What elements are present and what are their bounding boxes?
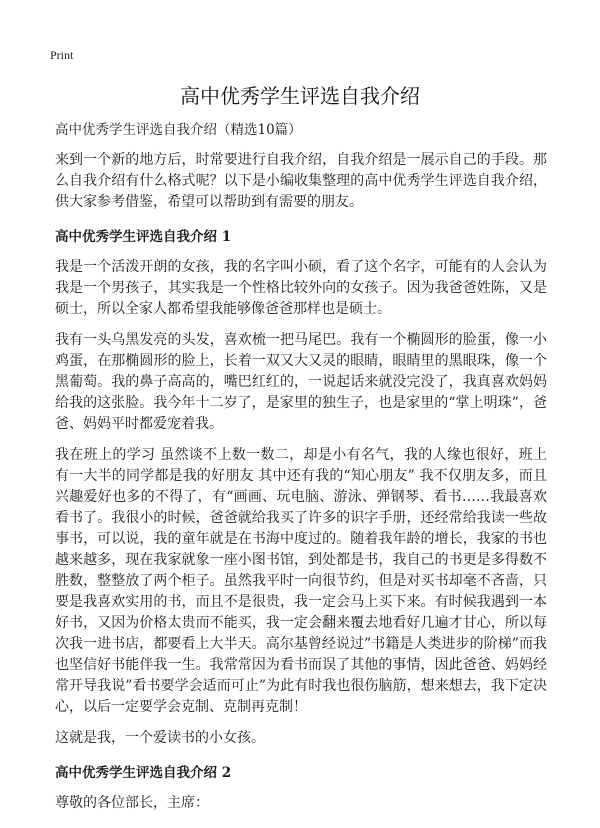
page-title: 高中优秀学生评选自我介绍: [180, 84, 420, 108]
section1-paragraph-2: 我有一头乌黑发亮的头发，喜欢梳一把马尾巴。我有一个椭圆形的脸蛋，像一小鸡蛋，在那椭圆形的脸上，长着一双又大又灵的眼睛，眼睛里的黑眼珠，像一个黑葡萄。我的鼻子高高的，嘴巴红红的，一说起话来就没完没了，我真喜欢妈妈给我的这张脸。我今年十二岁了，是家里的独生子，也是家里的“掌上明珠”，爸爸、妈妈平时都爱宠着我。: [55, 332, 547, 432]
section-heading-2: 高中优秀学生评选自我介绍 2: [55, 765, 232, 781]
section1-paragraph-1: 我是一个活泼开朗的女孩，我的名字叫小硕，看了这个名字，可能有的人会认为我是一个男孩子，其实我是一个性格比较外向的女孩子。因为我爸爸姓陈，又是硕士，所以全家人都希望我能够像爸爸那样也是硕士。: [55, 259, 547, 317]
article-subtitle: 高中优秀学生评选自我介绍（精选10篇）: [55, 122, 302, 138]
section1-paragraph-4: 这就是我，一个爱读书的小女孩。: [55, 730, 265, 746]
article-body: [55, 120, 547, 824]
print-link[interactable]: Print: [50, 48, 74, 62]
section2-opening: 尊敬的各位部长，主席：: [55, 795, 209, 811]
intro-paragraph: 来到一个新的地方后，时常要进行自我介绍，自我介绍是一展示自己的手段。那么自我介绍有什么格式呢？以下是小编收集整理的高中优秀学生评选自我介绍，供大家参考借鉴，希望可以帮助到有需要的朋友。: [55, 152, 547, 210]
section1-paragraph-3: 我在班上的学习 虽然谈不上数一数二，却是小有名气，我的人缘也很好，班上有一大半的同学都是我的好朋友 其中还有我的“知心朋友” 我不仅朋友多，而且兴趣爱好也多的不得了，有“画画、玩电脑、游泳、弹钢琴、看书……我最喜欢看书了。我很小的时候，爸爸就给我买了许多的识字手册，还经常给我读一些故事书，可以说，我的童年就是在书海中度过的。随着我年龄的增长，我家的书也越来越多，现在我家就象一座小图书馆，到处都是书，我自己的书更是多得数不胜数，整整放了两个柜子。虽然我平时一向很节约，但是对买书却毫不吝啬，只要是我喜欢实用的书，而且不是很贵，我一定会马上买下来。有时候我遇到一本好书，又因为价格太贵而不能买，我一定会翻来覆去地看好几遍才甘心，所以每次我一进书店，都要看上大半天。高尔基曾经说过”书籍是人类进步的阶梯”而我也坚信好书能伴我一生。我常常因为看书而误了其他的事情，因此爸爸、妈妈经常开导我说”看书要学会适而可止”为此有时我也很伤脑筋，想来想去，我下定决心，以后一定要学会克制、克制再克制！: [55, 447, 547, 715]
section-heading-1: 高中优秀学生评选自我介绍 1: [55, 229, 232, 245]
